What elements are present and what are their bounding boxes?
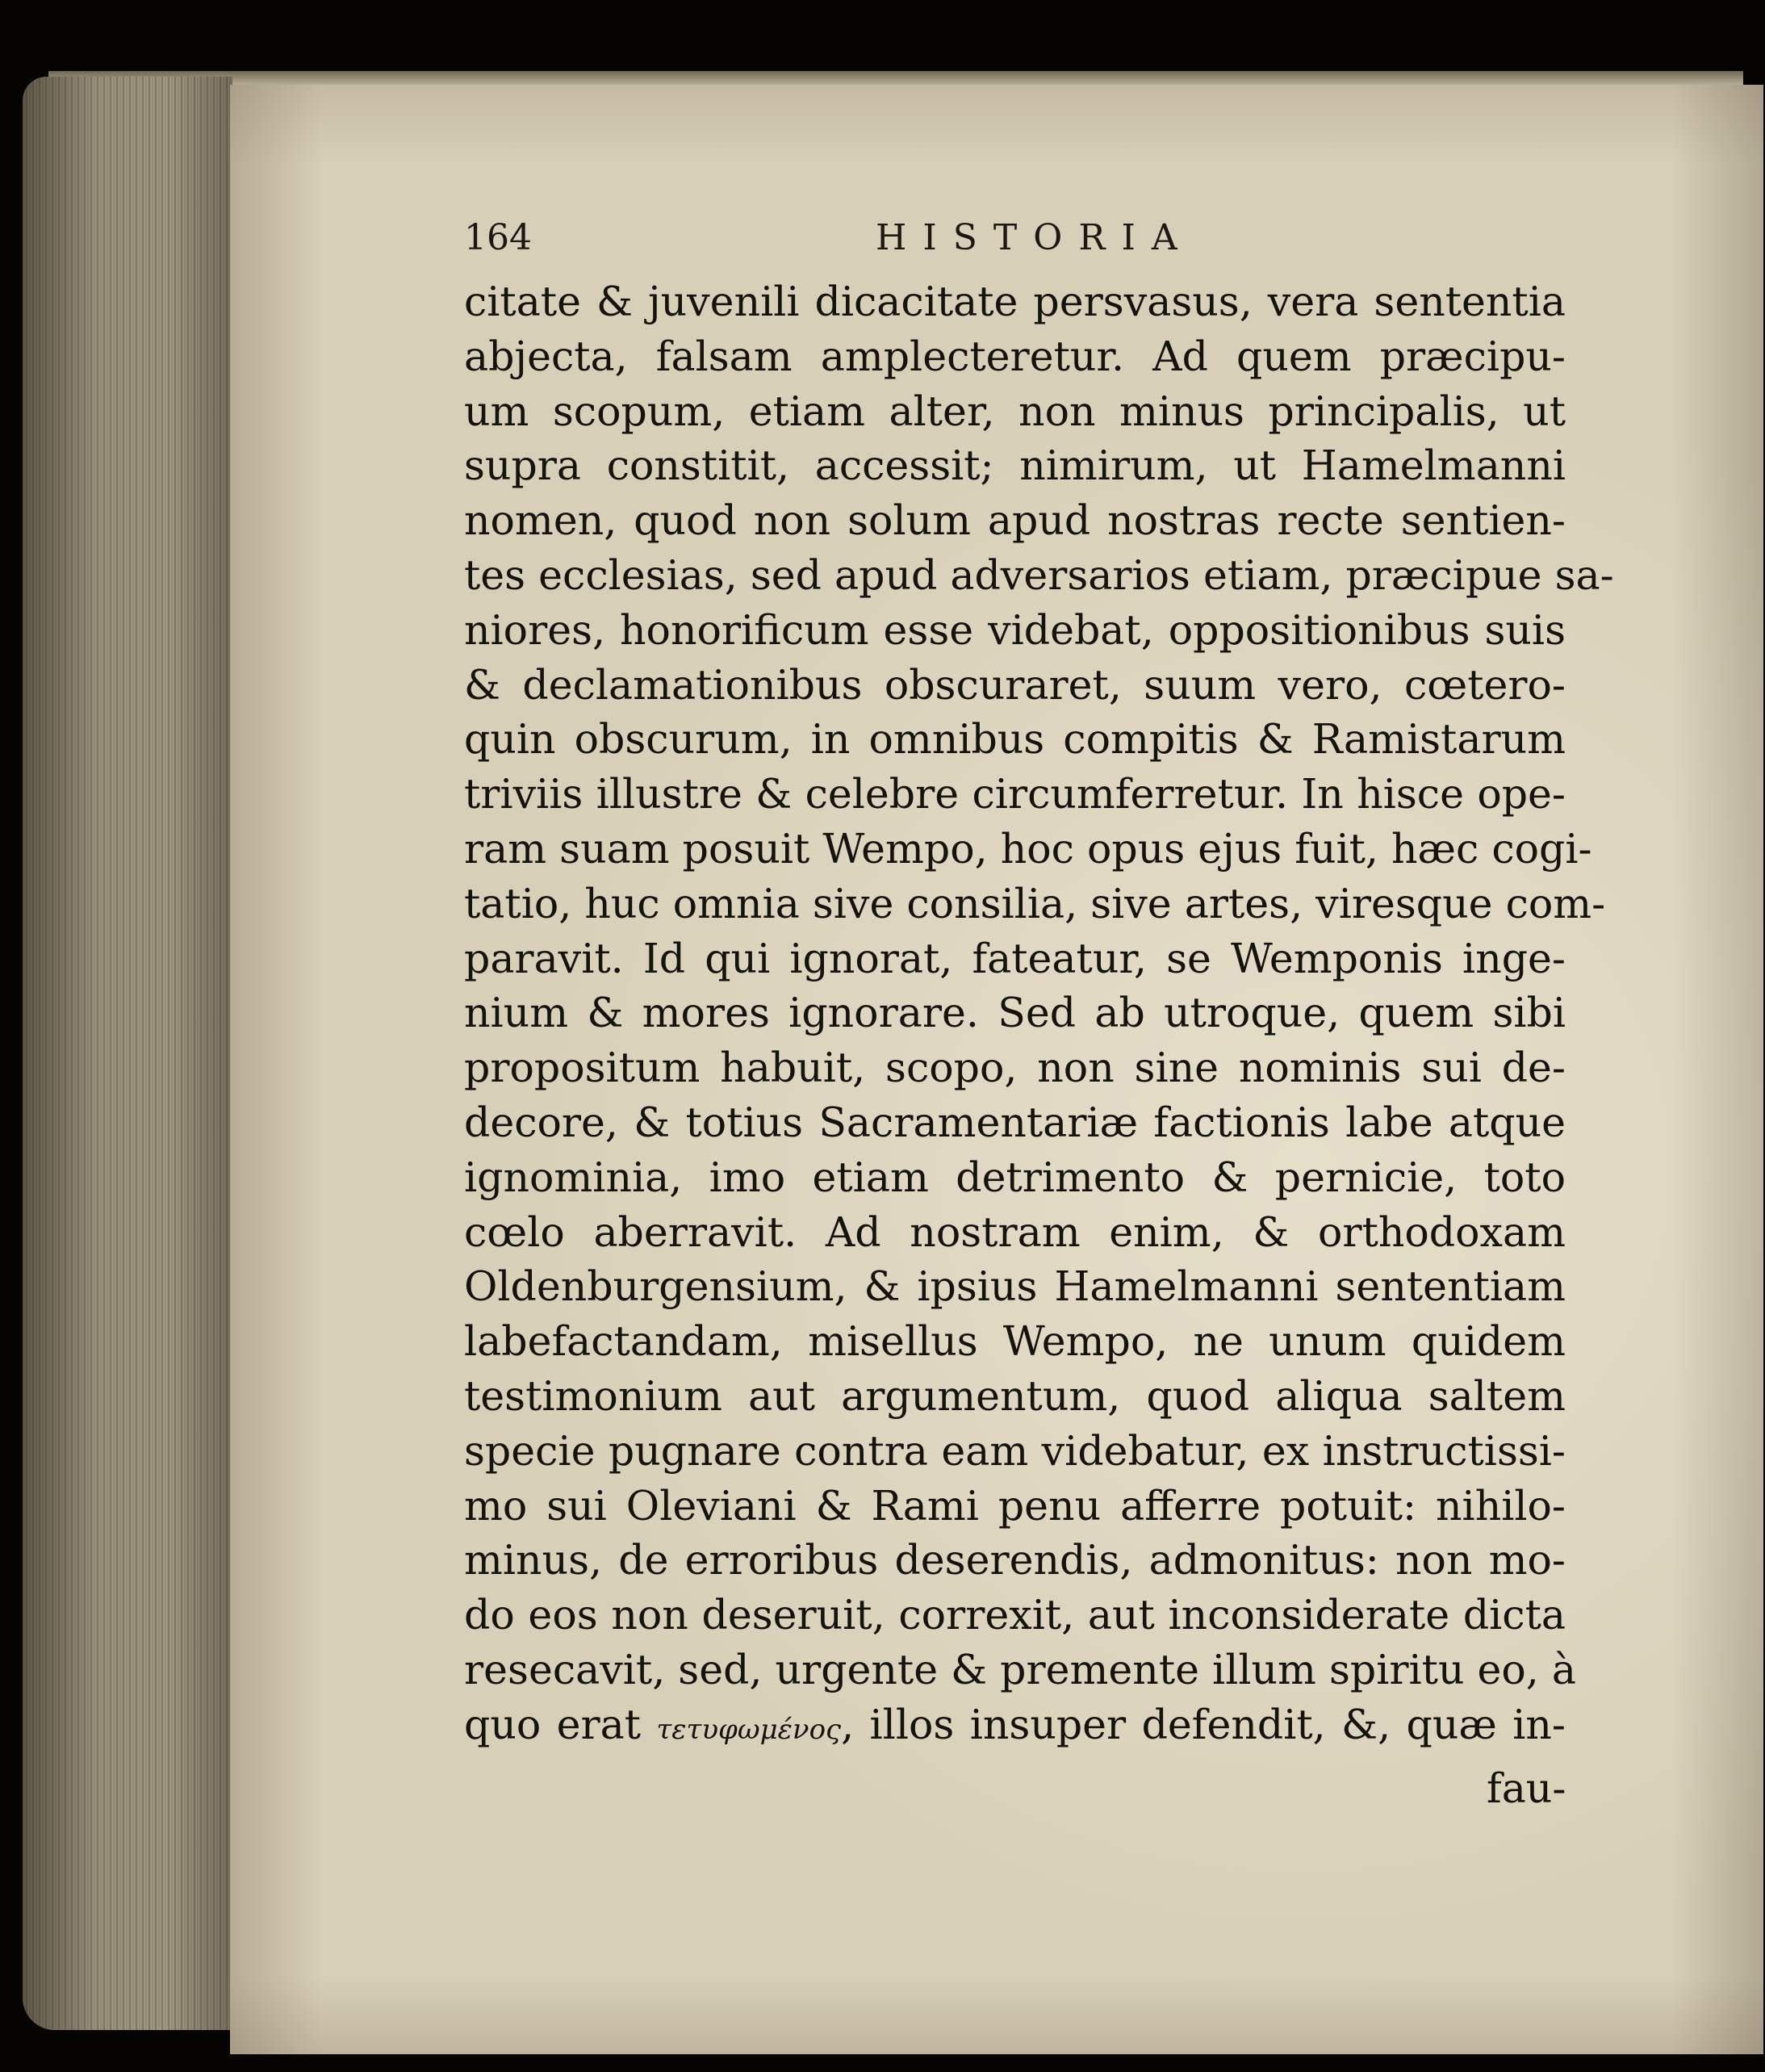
text-line: do eos non deseruit, correxit, aut inconsiderate dicta: [464, 1591, 1566, 1639]
text-line: propositum habuit, scopo, non sine nominis sui de-: [464, 1044, 1566, 1092]
text-line: tes ecclesias, sed apud adversarios etiam, præcipue sa-: [464, 550, 1614, 599]
page-number: 164: [464, 217, 532, 258]
text-line: paravit. Id qui ignorat, fateatur, se Wemponis inge-: [464, 934, 1566, 982]
text-line: cœlo aberravit. Ad nostram enim, & orthodoxam: [464, 1208, 1566, 1256]
text-fragment: quo erat: [464, 1700, 657, 1748]
text-line: minus, de erroribus deserendis, admonitus: non mo-: [464, 1536, 1566, 1584]
page-header: [464, 214, 1594, 270]
text-line-last: [464, 1697, 1566, 1752]
text-line: niores, honorificum esse videbat, oppositionibus suis: [464, 605, 1566, 654]
text-line: triviis illustre & celebre circumferretur. In hisce ope-: [464, 770, 1566, 818]
text-line: supra constitit, accessit; nimirum, ut Hamelmanni: [464, 442, 1566, 490]
text-line: ignominia, imo etiam detrimento & pernicie, toto: [464, 1153, 1566, 1201]
text-line: labefactandam, misellus Wempo, ne unum quidem: [464, 1317, 1566, 1366]
greek-word: τετυφωμένος: [656, 1713, 842, 1746]
catchword: fau-: [1487, 1764, 1566, 1812]
text-line: decore, & totius Sacramentariæ factionis labe atque: [464, 1098, 1566, 1146]
text-line: Oldenburgensium, & ipsius Hamelmanni sententiam: [464, 1262, 1566, 1311]
text-line: quin obscurum, in omnibus compitis & Ramistarum: [464, 715, 1566, 764]
text-line: mo sui Oleviani & Rami penu afferre potuit: nihilo-: [464, 1481, 1566, 1530]
text-line: specie pugnare contra eam videbatur, ex instructissi-: [464, 1426, 1566, 1475]
running-head: HISTORIA: [876, 217, 1194, 258]
text-line: citate & juvenili dicacitate persvasus, vera sententia: [464, 278, 1566, 325]
text-line: nium & mores ignorare. Sed ab utroque, quem sibi: [464, 989, 1566, 1037]
text-line: abjecta, falsam amplecteretur. Ad quem præcipu-: [464, 332, 1566, 380]
body-text: [464, 274, 1614, 1752]
text-line: tatio, huc omnia sive consilia, sive artes, viresque com-: [464, 879, 1606, 927]
text-fragment: , illos insuper defendit, &, quæ in-: [841, 1700, 1566, 1748]
book-edge-shadow: [23, 77, 232, 2030]
text-line: testimonium aut argumentum, quod aliqua saltem: [464, 1371, 1566, 1420]
text-line: um scopum, etiam alter, non minus principalis, ut: [464, 387, 1566, 435]
text-line: resecavit, sed, urgente & premente illum spiritu eo, à: [464, 1645, 1577, 1693]
text-line: & declamationibus obscuraret, suum vero, cœtero-: [464, 660, 1566, 709]
text-line: nomen, quod non solum apud nostras recte sentien-: [464, 496, 1566, 545]
text-line: ram suam posuit Wempo, hoc opus ejus fuit, hæc cogi-: [464, 824, 1592, 873]
